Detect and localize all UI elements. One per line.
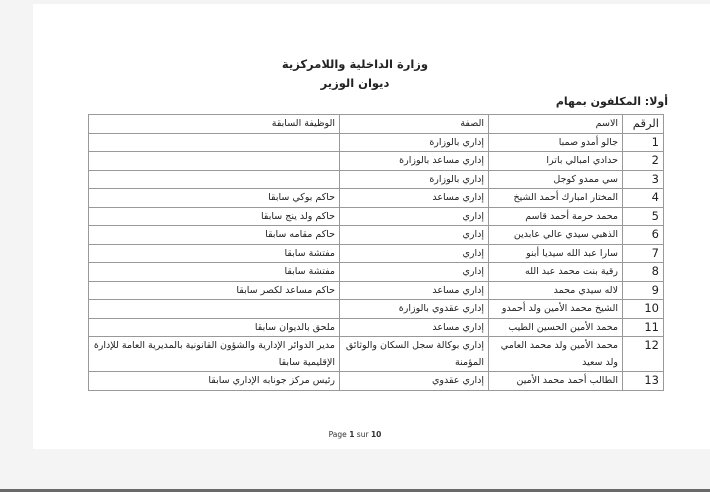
row-role: إداري مساعد: [340, 318, 489, 337]
row-previous-position: مفتشة سابقا: [89, 244, 340, 263]
row-name: سارا عبد الله سيديا أبنو: [489, 244, 623, 263]
row-number: 4: [623, 189, 664, 208]
table-row: [89, 300, 664, 319]
row-number: 11: [623, 318, 664, 337]
header-previous-position: الوظيفة السابقة: [89, 115, 340, 134]
row-name: الطالب أحمد محمد الأمين: [489, 372, 623, 391]
row-previous-position: [89, 170, 340, 189]
row-number: 2: [623, 152, 664, 171]
header-role: الصفة: [340, 115, 489, 134]
table-row: [89, 337, 664, 372]
table-row: [89, 318, 664, 337]
table-row: [89, 263, 664, 282]
row-previous-position: مفتشة سابقا: [89, 263, 340, 282]
row-number: 10: [623, 300, 664, 319]
table-row: [89, 207, 664, 226]
row-role: إداري عقدوي: [340, 372, 489, 391]
row-previous-position: حاكم ولد ينج سابقا: [89, 207, 340, 226]
row-role: إداري عقدوي بالوزارة: [340, 300, 489, 319]
row-name: سي ممدو كوجل: [489, 170, 623, 189]
row-role: إداري مساعد بالوزارة: [340, 152, 489, 171]
row-number: 1: [623, 133, 664, 152]
row-role: إداري: [340, 207, 489, 226]
row-previous-position: مدير الدوائر الإدارية والشؤون القانونية بالمديرية العامة للإدارة الإقليمية سابقا: [89, 337, 340, 372]
row-role: إداري: [340, 226, 489, 245]
row-previous-position: [89, 152, 340, 171]
row-number: 9: [623, 281, 664, 300]
row-name: حدادي امبالي باترا: [489, 152, 623, 171]
table-row: [89, 133, 664, 152]
table-row: [89, 226, 664, 245]
row-previous-position: حاكم مساعد لكصر سابقا: [89, 281, 340, 300]
assignees-table: [88, 114, 664, 391]
row-name: محمد الأمين ولد محمد العامي ولد سعيد: [489, 337, 623, 372]
row-previous-position: حاكم بوكي سابقا: [89, 189, 340, 208]
table-row: [89, 170, 664, 189]
row-role: إداري مساعد: [340, 281, 489, 300]
row-name: محمد الأمين الحسين الطيب: [489, 318, 623, 337]
row-number: 3: [623, 170, 664, 189]
row-number: 8: [623, 263, 664, 282]
table-row: [89, 372, 664, 391]
row-previous-position: [89, 300, 340, 319]
table-row: [89, 281, 664, 300]
row-number: 12: [623, 337, 664, 372]
row-number: 5: [623, 207, 664, 226]
row-name: محمد حرمة أحمد قاسم: [489, 207, 623, 226]
row-name: المختار امبارك أحمد الشيخ: [489, 189, 623, 208]
row-number: 7: [623, 244, 664, 263]
row-role: إداري: [340, 263, 489, 282]
row-number: 13: [623, 372, 664, 391]
table-header-row: [89, 115, 664, 134]
row-previous-position: ملحق بالديوان سابقا: [89, 318, 340, 337]
office-title: ديوان الوزير: [320, 76, 390, 90]
row-role: إداري بوكالة سجل السكان والوثائق المؤمنة: [340, 337, 489, 372]
row-role: إداري مساعد: [340, 189, 489, 208]
footer-total-pages: 10: [370, 430, 382, 439]
row-role: إداري: [340, 244, 489, 263]
row-previous-position: [89, 133, 340, 152]
table-row: [89, 189, 664, 208]
footer-page-word: Page: [328, 430, 347, 439]
row-previous-position: رئيس مركز جونابه الإداري سابقا: [89, 372, 340, 391]
ministry-title: وزارة الداخلية واللامركزية: [281, 57, 429, 71]
footer-sep: sur: [356, 430, 369, 439]
row-name: جالو أمدو صمبا: [489, 133, 623, 152]
row-number: 6: [623, 226, 664, 245]
table-row: [89, 244, 664, 263]
page-footer: [0, 430, 710, 439]
header-name: الاسم: [489, 115, 623, 134]
row-previous-position: حاكم مقامه سابقا: [89, 226, 340, 245]
section-title: أولا: المكلفون بمهام: [555, 95, 668, 108]
footer-current-page: 1: [349, 430, 355, 439]
row-name: لاله سيدي محمد: [489, 281, 623, 300]
row-role: إداري بالوزارة: [340, 170, 489, 189]
row-role: إداري بالوزارة: [340, 133, 489, 152]
table-row: [89, 152, 664, 171]
header-number: الرقم: [623, 115, 664, 134]
row-name: الشيخ محمد الأمين ولد أحمدو: [489, 300, 623, 319]
row-name: رقية بنت محمد عبد الله: [489, 263, 623, 282]
row-name: الذهبي سيدي عالي عابدين: [489, 226, 623, 245]
